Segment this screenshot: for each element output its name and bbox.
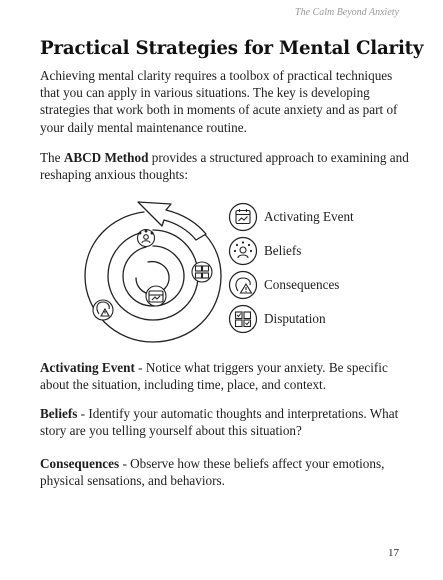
thought-gear-icon (228, 236, 258, 266)
definition-term: Consequences (40, 456, 120, 471)
node-beliefs-icon (138, 230, 155, 247)
calendar-chart-icon (228, 202, 258, 232)
definition-text: - Notice what triggers your anxiety. Be specific about the situation, including time, place, and context. (40, 360, 388, 393)
definition-beliefs (40, 405, 410, 439)
definition-activating-event (40, 359, 410, 393)
legend-item-activating-event (228, 202, 408, 232)
abcd-intro-paragraph (40, 149, 410, 183)
abcd-intro-after: provides a structured approach to examining and reshaping anxious thoughts: (40, 150, 409, 183)
page-number: 17 (388, 547, 399, 559)
running-head: The Calm Beyond Anxiety (295, 7, 399, 18)
warning-head-icon (228, 270, 258, 300)
node-disputation-icon (192, 262, 212, 282)
definition-term: Beliefs (40, 406, 78, 421)
legend-label-disputation: Disputation (264, 311, 326, 326)
abcd-cycle-diagram (78, 196, 228, 346)
legend-label-activating-event: Activating Event (264, 209, 354, 224)
section-title: Practical Strategies for Mental Clarity (40, 38, 424, 59)
intro-paragraph: Achieving mental clarity requires a toolbox of practical techniques that you can apply in various situations. The key is developing strategies that work both in moments of acute anxiety and as part of your daily mental maintenance routine. (40, 68, 398, 135)
legend-item-consequences (228, 270, 408, 300)
node-consequences-icon (93, 300, 113, 320)
definition-term: Activating Event (40, 360, 135, 375)
definition-text: - Observe how these beliefs affect your emotions, physical sensations, and behaviors. (40, 456, 385, 489)
definition-text: - Identify your automatic thoughts and interpretations. What story are you telling yourself about this situation? (40, 406, 399, 439)
abcd-intro-before: The (40, 150, 64, 165)
legend-item-disputation (228, 304, 408, 334)
legend-label-beliefs: Beliefs (264, 243, 302, 258)
node-activating-event-icon (146, 286, 166, 306)
legend-item-beliefs (228, 236, 408, 266)
abcd-method-name: ABCD Method (63, 150, 149, 165)
definition-consequences (40, 455, 410, 489)
checklist-icon (228, 304, 258, 334)
legend-label-consequences: Consequences (264, 277, 340, 292)
